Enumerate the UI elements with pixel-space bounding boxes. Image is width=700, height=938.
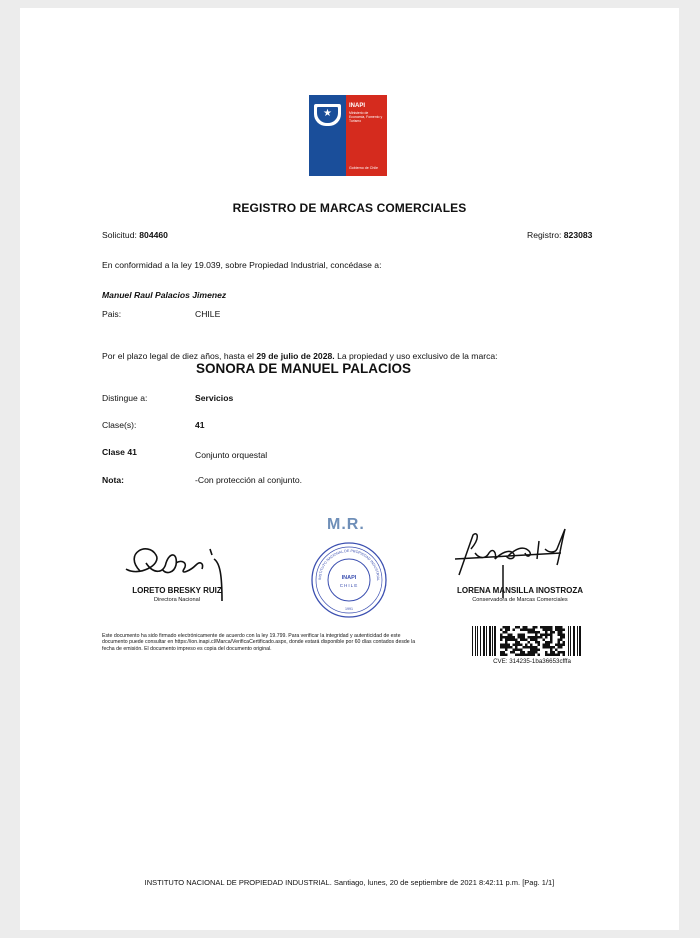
- titular-name: Manuel Raul Palacios Jimenez: [102, 290, 227, 300]
- trademark-name: SONORA DE MANUEL PALACIOS: [196, 361, 412, 376]
- seal-center-top: INAPI: [341, 575, 357, 581]
- clase-item-value: Conjunto orquestal: [195, 450, 268, 460]
- plazo-line: [102, 351, 498, 361]
- plazo-prefix: Por el plazo legal de diez años, hasta el: [102, 351, 254, 361]
- right-signer-name: LORENA MANSILLA INOSTROZA: [456, 586, 584, 595]
- pais-value: CHILE: [195, 309, 221, 319]
- plazo-date: 29 de julio de 2028.: [256, 351, 335, 361]
- clase-item-label: Clase 41: [102, 447, 137, 457]
- conformidad-text: En conformidad a la ley 19.039, sobre Propiedad Industrial, concédase a:: [102, 260, 382, 270]
- right-signer-title: Conservadora de Marcas Comerciales: [472, 597, 568, 603]
- solicitud-line: [102, 230, 168, 240]
- plazo-suffix: La propiedad y uso exclusivo de la marca:: [337, 351, 498, 361]
- page-footer: INSTITUTO NACIONAL DE PROPIEDAD INDUSTRIAL. Santiago, lunes, 20 de septiembre de 2021 8:42:11 p.m. [Pag. 1/1]: [144, 878, 555, 887]
- logo-blue-panel: [309, 95, 346, 176]
- logo-name: INAPI: [349, 103, 366, 109]
- cve-code: CVE: 314235-1ba36653cfffa: [493, 658, 571, 665]
- registro-value: 823083: [563, 230, 593, 240]
- pais-label: Pais:: [102, 309, 122, 319]
- solicitud-label: Solicitud:: [102, 230, 137, 240]
- nota-label: Nota:: [102, 475, 124, 485]
- seal-center-bottom: CHILE: [339, 583, 359, 588]
- inapi-seal: [310, 541, 388, 619]
- nota-value: -Con protección al conjunto.: [195, 475, 303, 485]
- distingue-value: Servicios: [195, 393, 234, 403]
- coat-of-arms-icon: ★: [314, 104, 341, 126]
- mr-mark: M.R.: [327, 516, 365, 533]
- logo-government: Gobierno de Chile: [349, 166, 378, 170]
- clases-label: Clase(s):: [102, 420, 137, 430]
- left-signer-title: Directora Nacional: [153, 597, 200, 603]
- registro-line: [527, 230, 592, 240]
- seal-bottom: 1991: [345, 607, 353, 611]
- logo-red-panel: [346, 95, 387, 176]
- logo-subtitle: Ministerio de Economía, Fomento y Turismo: [349, 111, 383, 123]
- registro-label: Registro:: [527, 230, 562, 240]
- left-signer-name: LORETO BRESKY RUIZ: [132, 586, 222, 595]
- barcode-qr: [472, 626, 582, 656]
- inapi-logo: [309, 95, 387, 176]
- clases-value: 41: [195, 420, 205, 430]
- solicitud-value: 804460: [139, 230, 168, 240]
- seal-ring-text: INSTITUTO NACIONAL DE PROPIEDAD INDUSTRIAL: [317, 548, 381, 582]
- certificate-page: [20, 8, 679, 930]
- distingue-label: Distingue a:: [102, 393, 148, 403]
- document-title: REGISTRO DE MARCAS COMERCIALES: [232, 201, 467, 215]
- legal-notice: Este documento ha sido firmado electrónicamente de acuerdo con la ley 19.799. Para verificar la integridad y autenticidad de este documento puede consultar en https://ion.inapi.cl/Marca/VerificaCertificado.aspx, donde estará disponible por 60 días contados desde la fecha de emisión. El documento impreso es copia del documento original.: [102, 633, 416, 652]
